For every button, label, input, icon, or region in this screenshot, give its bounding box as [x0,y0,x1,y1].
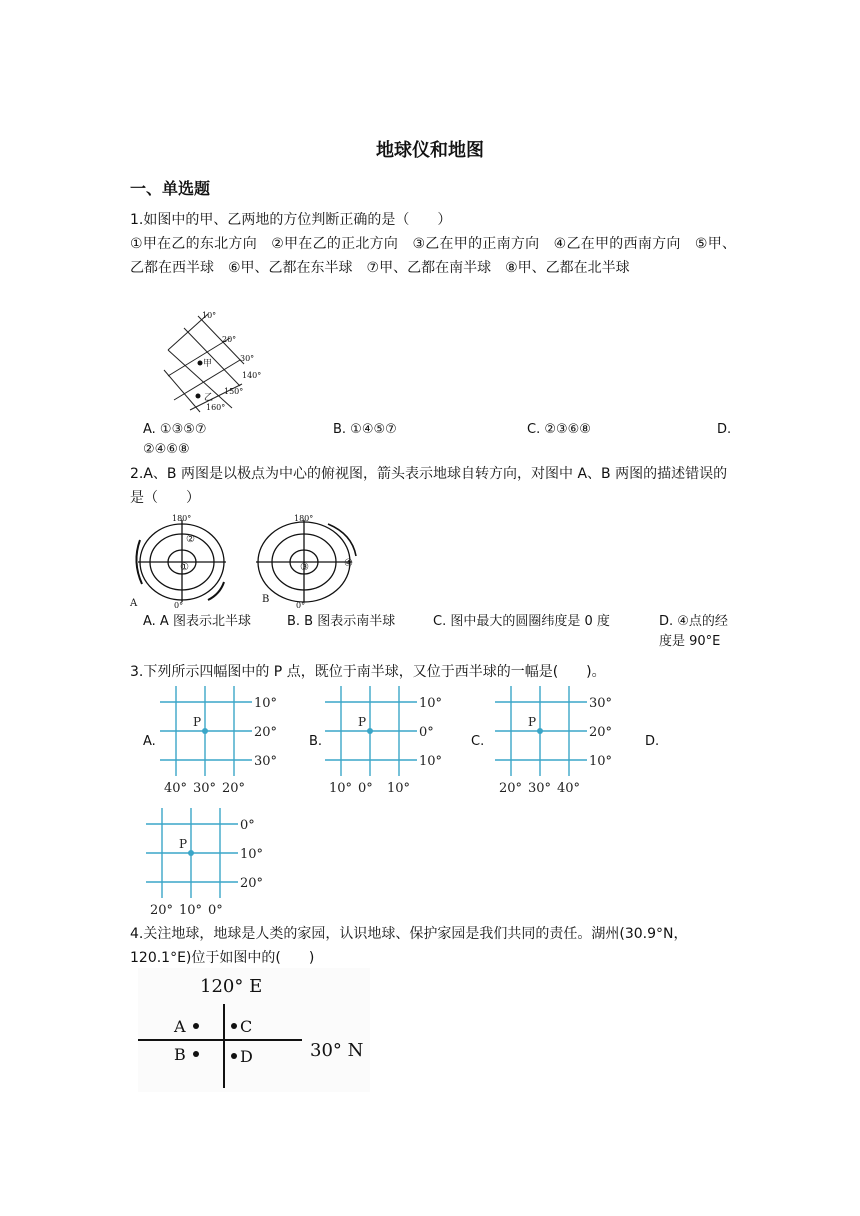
q2-b-180: 180° [294,514,314,523]
q1-lon-140: 140° [242,371,262,380]
q3-label-a[interactable]: A. [143,734,156,749]
q3-grid-b [325,686,455,798]
grid-lat-label: 10° [240,847,264,862]
grid-lat-label: 10° [589,754,613,769]
question-4-figure [138,968,370,1092]
q4-lon-label: 120° E [200,976,263,997]
q1-point-yi: 乙 [204,393,214,403]
q1-lat-30: 30° [240,354,255,363]
point-p-label: P [528,715,537,729]
q3-grid-c [495,686,625,798]
q2-mark-3: ③ [300,562,309,573]
question-1-stem: 1.如图中的甲、乙两地的方位判断正确的是（ ） [130,212,452,228]
question-1-figure [160,308,280,416]
grid-lat-label: 0° [419,725,434,740]
grid-lat-label: 20° [254,725,278,740]
point-p [537,728,543,734]
q2-b-0: 0° [296,601,306,610]
q1-option-d-text: ②④⑥⑧ [143,442,190,457]
point-p [202,728,208,734]
grid-lon-label: 20° [499,781,523,796]
grid-lat-label: 10° [419,754,443,769]
grid-lon-label: 0° [208,903,223,918]
q2-a-180: 180° [172,514,192,523]
page-title: 地球仪和地图 [376,140,484,161]
section-heading: 一、单选题 [130,179,211,198]
point-p [367,728,373,734]
q2-mark-4: ④ [344,558,353,569]
q3-label-c[interactable]: C. [471,734,485,749]
question-2-figure [128,510,358,610]
q2-mark-2: ② [186,534,195,545]
q1-lon-160: 160° [206,403,226,412]
q3-grid-a [160,686,290,798]
q2-option-a[interactable]: A. A 图表示北半球 [143,614,251,629]
q2-mark-1: ① [180,562,189,573]
question-1-items: ①甲在乙的东北方向 ②甲在乙的正北方向 ③乙在甲的正南方向 ④乙在甲的西南方向 ⑤甲、乙都在西半球 ⑥甲、乙都在东半球 ⑦甲、乙都在南半球 ⑧甲、乙都在北半球 [130,236,736,276]
point-p [188,850,194,856]
grid-lon-label: 40° [164,781,188,796]
q2-label-a: A [130,598,138,609]
grid-lat-label: 0° [240,818,255,833]
q2-a-0: 0° [174,601,184,610]
grid-lon-label: 0° [358,781,373,796]
q4-label-c: C [240,1017,253,1036]
grid-lon-label: 10° [329,781,353,796]
grid-lon-label: 30° [193,781,217,796]
q2-option-b[interactable]: B. B 图表示南半球 [287,614,396,629]
grid-lon-label: 20° [150,903,174,918]
grid-lon-label: 20° [222,781,246,796]
point-p-label: P [193,715,202,729]
q3-label-b[interactable]: B. [309,734,323,749]
question-1 [130,208,736,280]
q2-option-d-text: D. ④点的经度是 90°E [659,614,728,649]
q2-label-b: B [262,594,270,605]
q4-label-d: D [240,1047,253,1066]
point-p-label: P [179,837,188,851]
question-3-stem: 3.下列所示四幅图中的 P 点，既位于南半球，又位于西半球的一幅是( )。 [130,664,606,680]
q3-label-d[interactable]: D. [645,734,660,749]
q1-option-d[interactable]: D. [717,422,732,437]
q3-grid-d [146,808,276,920]
grid-lat-label: 20° [240,876,264,891]
grid-lat-label: 10° [419,696,443,711]
q1-option-c[interactable]: C. ②③⑥⑧ [527,422,591,437]
q1-option-a[interactable]: A. ①③⑤⑦ [143,422,207,437]
grid-lat-label: 10° [254,696,278,711]
q1-option-b[interactable]: B. ①④⑤⑦ [333,422,397,437]
grid-lat-label: 30° [589,696,613,711]
q2-option-c[interactable]: C. 图中最大的圆圈纬度是 0 度 [433,614,610,629]
q4-label-b: B [174,1045,186,1064]
grid-lat-label: 30° [254,754,278,769]
q1-point-jia: 甲 [203,359,213,369]
q4-lat-label: 30° N [310,1040,364,1061]
question-2-stem: 2.A、B 两图是以极点为中心的俯视图，箭头表示地球自转方向，对图中 A、B 两图的描述错误的是（ ） [130,466,728,506]
q4-label-a: A [174,1017,186,1036]
q2-option-d[interactable] [659,612,739,652]
question-4-stem: 4.关注地球，地球是人类的家园，认识地球、保护家园是我们共同的责任。湖州(30.9°N，120.1°E)位于如图中的( ) [130,926,688,966]
grid-lat-label: 20° [589,725,613,740]
q1-lon-150: 150° [224,387,244,396]
q1-lat-20: 20° [222,335,237,344]
q1-lat-10: 10° [202,311,217,320]
point-p-label: P [358,715,367,729]
grid-lon-label: 10° [179,903,203,918]
grid-lon-label: 40° [557,781,581,796]
grid-lon-label: 30° [528,781,552,796]
grid-lon-label: 10° [387,781,411,796]
